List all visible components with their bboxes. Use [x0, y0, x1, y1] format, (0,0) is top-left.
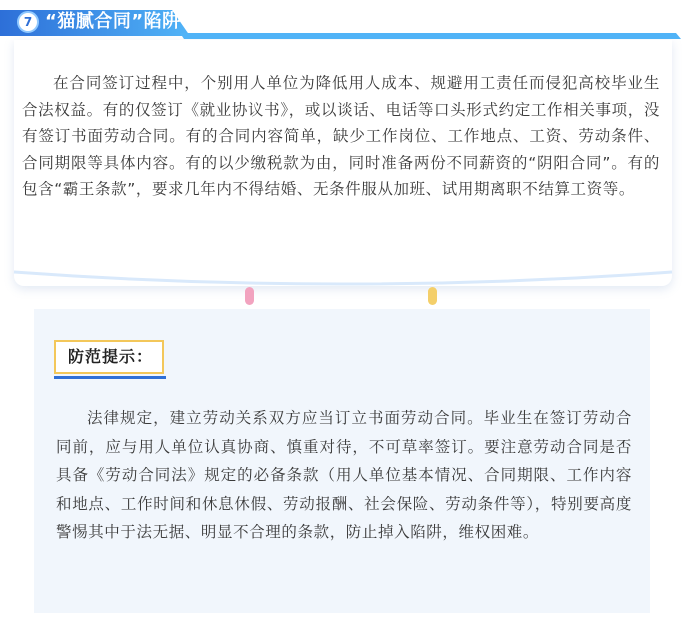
tip-label: 防范提示：	[68, 347, 154, 366]
trap-description-paragraph: 在合同签订过程中，个别用人单位为降低用人成本、规避用工责任而侵犯高校毕业生合法权益。有的仅签订《就业协议书》，或以谈话、电话等口头形式约定工作相关事项，没有签订书面劳动合同。有的合同内容简单，缺少工作岗位、工作地点、工资、劳动条件、合同期限等具体内容。有的以少缴税款为由，同时准备两份不同薪资的“阴阳合同”。有的包含“霸王条款”，要求几年内不得结婚、无条件服从加班、试用期离职不结算工资等。	[22, 74, 660, 198]
decorative-yellow-tab	[428, 287, 437, 305]
section-number-badge: 7	[17, 11, 39, 33]
prevention-tips-paragraph: 法律规定，建立劳动关系双方应当订立书面劳动合同。毕业生在签订劳动合同前，应与用人单位认真协商、慎重对待，不可草率签订。要注意劳动合同是否具备《劳动合同法》规定的必备条款（用人单位基本情况、合同期限、工作内容和地点、工作时间和休息休假、劳动报酬、社会保险、劳动条件等），特别要高度警惕其中于法无据、明显不合理的条款，防止掉入陷阱，维权困难。	[56, 409, 632, 541]
wave-divider	[0, 270, 686, 294]
tip-label-underline	[54, 376, 166, 379]
section-title: “猫腻合同”陷阱	[45, 11, 181, 32]
decorative-pink-tab	[245, 287, 254, 305]
